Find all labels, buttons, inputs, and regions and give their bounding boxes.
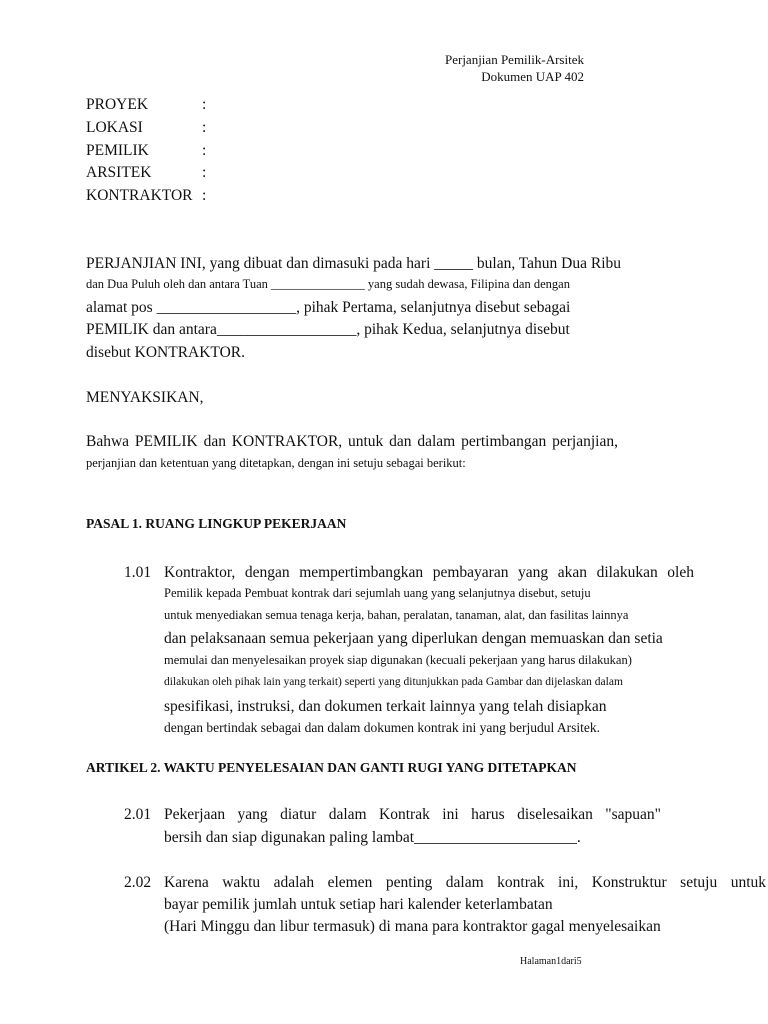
clause-line: memulai dan menyelesaikan proyek siap digunakan (kecuali pekerjaan yang harus dilakukan) — [164, 653, 632, 667]
clause-number: 2.02 — [124, 874, 152, 891]
clause-line: Karena waktu adalah elemen penting dalam kontrak ini, Konstruktur setuju untuk — [164, 874, 766, 891]
field-label-arsitek: ARSITEK — [86, 164, 152, 181]
clause-line: untuk menyediakan semua tenaga kerja, bahan, peralatan, tanaman, alat, dan fasilitas lainnya — [164, 608, 629, 622]
clause-line: spesifikasi, instruksi, dan dokumen terkait lainnya yang telah disiapkan — [164, 698, 607, 715]
clause-line: Pekerjaan yang diatur dalam Kontrak ini harus diselesaikan "sapuan" — [164, 806, 661, 823]
field-colon: : — [202, 142, 207, 159]
clause-line: dengan bertindak sebagai dan dalam dokumen kontrak ini yang berjudul Arsitek. — [164, 720, 601, 735]
field-label-lokasi: LOKASI — [86, 119, 143, 136]
section-heading: ARTIKEL 2. WAKTU PENYELESAIAN DAN GANTI RUGI YANG DITETAPKAN — [86, 760, 577, 775]
clause-number: 2.01 — [124, 806, 152, 823]
field-colon: : — [202, 187, 207, 204]
clause-line: Kontraktor, dengan mempertimbangkan pembayaran yang akan dilakukan oleh — [164, 564, 694, 581]
clause-line: (Hari Minggu dan libur termasuk) di mana para kontraktor gagal menyelesaikan — [164, 918, 661, 935]
field-colon: : — [202, 119, 207, 136]
field-label-proyek: PROYEK — [86, 96, 149, 113]
page-number: Halaman1dari5 — [520, 956, 582, 967]
field-colon: : — [202, 164, 207, 181]
clause-number: 1.01 — [124, 564, 152, 581]
clause-line: bayar pemilik jumlah untuk setiap hari kalender keterlambatan — [164, 896, 553, 913]
intro-line: Bahwa PEMILIK dan KONTRAKTOR, untuk dan dalam pertimbangan perjanjian, — [86, 433, 618, 450]
intro-line: perjanjian dan ketentuan yang ditetapkan, dengan ini setuju sebagai berikut: — [86, 456, 466, 470]
field-colon: : — [202, 96, 207, 113]
field-label-pemilik: PEMILIK — [86, 142, 149, 159]
preamble-line: PERJANJIAN INI, yang dibuat dan dimasuki pada hari _____ bulan, Tahun Dua Ribu — [86, 255, 622, 272]
document-code: Dokumen UAP 402 — [481, 69, 584, 84]
clause-line: Pemilik kepada Pembuat kontrak dari sejumlah uang yang selanjutnya disebut, setuju — [164, 586, 591, 600]
preamble-line: disebut KONTRAKTOR. — [86, 344, 246, 361]
witness-heading: MENYAKSIKAN, — [86, 389, 204, 406]
preamble-line: dan Dua Puluh oleh dan antara Tuan _______________ yang sudah dewasa, Filipina dan dengan — [86, 277, 570, 291]
clause-line: dilakukan oleh pihak lain yang terkait) seperti yang ditunjukkan pada Gambar dan dijelaskan dalam — [164, 676, 623, 688]
field-label-kontraktor: KONTRAKTOR — [86, 187, 193, 204]
section-heading: PASAL 1. RUANG LINGKUP PEKERJAAN — [86, 516, 347, 531]
clause-line: bersih dan siap digunakan paling lambat_____________________. — [164, 829, 581, 846]
preamble-line: alamat pos __________________, pihak Pertama, selanjutnya disebut sebagai — [86, 299, 571, 316]
clause-line: dan pelaksanaan semua pekerjaan yang diperlukan dengan memuaskan dan setia — [164, 630, 663, 647]
preamble-line: PEMILIK dan antara__________________, pihak Kedua, selanjutnya disebut — [86, 321, 570, 338]
document-title: Perjanjian Pemilik-Arsitek — [444, 52, 584, 67]
